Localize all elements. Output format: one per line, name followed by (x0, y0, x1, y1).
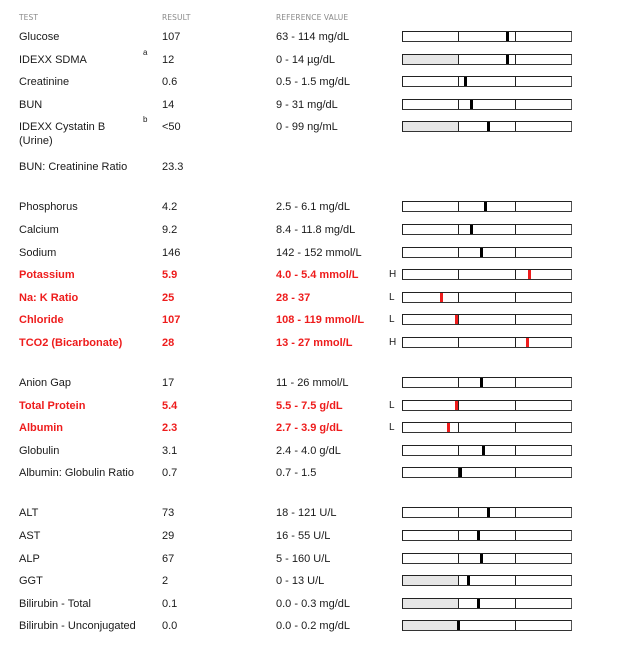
reference-range: 142 - 152 mmol/L (276, 246, 362, 259)
range-divider (515, 55, 516, 64)
reference-range: 5.5 - 7.5 g/dL (276, 399, 343, 412)
test-name: BUN: Creatinine Ratio (19, 161, 128, 174)
test-name: Globulin (19, 444, 60, 457)
results-table (0, 30, 617, 659)
below-range-shading (403, 55, 459, 64)
result-value: 2 (162, 575, 169, 588)
test-name: BUN (19, 98, 43, 111)
result-value: 29 (162, 529, 175, 542)
result-value: 5.4 (162, 399, 178, 412)
range-bar (402, 422, 572, 433)
range-divider (515, 315, 516, 324)
result-value: 12 (162, 53, 175, 66)
result-marker (487, 122, 490, 131)
reference-range: 0.0 - 0.3 mg/dL (276, 597, 350, 610)
range-divider (515, 401, 516, 410)
range-divider (515, 599, 516, 608)
result-marker (480, 554, 483, 563)
below-range-shading (403, 621, 459, 630)
reference-range: 2.7 - 3.9 g/dL (276, 422, 343, 435)
result-value: 5.9 (162, 269, 178, 282)
range-divider (515, 293, 516, 302)
range-bar (402, 575, 572, 586)
table-row (0, 75, 617, 98)
header-reference: REFERENCE VALUE (276, 13, 349, 22)
test-name: IDEXX Cystatin B (Urine) (19, 121, 106, 148)
table-row (0, 47, 617, 76)
table-row (0, 619, 617, 659)
result-value: 0.6 (162, 76, 178, 89)
table-row (0, 223, 617, 246)
range-divider (515, 423, 516, 432)
reference-range: 0 - 99 ng/mL (276, 121, 338, 134)
reference-range: 0.7 - 1.5 (276, 467, 317, 480)
range-bar (402, 337, 572, 348)
test-name: Creatinine (19, 76, 70, 89)
result-marker (480, 248, 483, 257)
range-divider (515, 77, 516, 86)
range-divider (515, 378, 516, 387)
result-marker (484, 202, 487, 211)
range-bar (402, 247, 572, 258)
range-divider (515, 202, 516, 211)
test-name: Sodium (19, 246, 57, 259)
range-divider (515, 508, 516, 517)
result-marker (447, 423, 450, 432)
range-divider (458, 315, 459, 324)
range-divider (458, 554, 459, 563)
footnote-marker: b (143, 115, 148, 125)
range-bar (402, 269, 572, 280)
range-bar (402, 507, 572, 518)
result-marker (455, 401, 458, 410)
table-row (0, 30, 617, 53)
range-bar (402, 76, 572, 87)
test-name: Calcium (19, 223, 59, 236)
result-value: 107 (162, 31, 181, 43)
range-bar (402, 292, 572, 303)
result-marker (459, 468, 462, 477)
range-divider (458, 77, 459, 86)
range-divider (458, 225, 459, 234)
range-divider (515, 100, 516, 109)
table-row (0, 336, 617, 376)
test-name: Anion Gap (19, 376, 71, 389)
reference-range: 108 - 119 mmol/L (276, 314, 365, 327)
result-marker (480, 378, 483, 387)
result-value: 4.2 (162, 201, 178, 214)
result-value: 17 (162, 376, 175, 389)
result-marker (477, 599, 480, 608)
range-bar (402, 201, 572, 212)
table-row (0, 246, 617, 269)
range-divider (515, 576, 516, 585)
test-name: Albumin (19, 422, 63, 435)
result-marker (440, 293, 443, 302)
result-marker (455, 315, 458, 324)
test-name: GGT (19, 575, 43, 588)
range-bar (402, 553, 572, 564)
result-marker (526, 338, 529, 347)
range-bar (402, 99, 572, 110)
reference-range: 2.5 - 6.1 mg/dL (276, 201, 350, 214)
below-range-shading (403, 122, 459, 131)
reference-range: 0.0 - 0.2 mg/dL (276, 620, 350, 633)
result-value: 23.3 (162, 161, 184, 174)
range-divider (458, 293, 459, 302)
reference-range: 8.4 - 11.8 mg/dL (276, 223, 356, 236)
reference-range: 13 - 27 mmol/L (276, 336, 353, 349)
reference-range: 18 - 121 U/L (276, 507, 337, 520)
test-name: Potassium (19, 269, 75, 282)
range-bar (402, 598, 572, 609)
range-divider (458, 270, 459, 279)
result-marker (506, 55, 509, 64)
range-bar (402, 530, 572, 541)
low-flag: L (389, 291, 395, 303)
range-divider (515, 446, 516, 455)
reference-range: 11 - 26 mmol/L (276, 376, 349, 389)
test-name: AST (19, 529, 41, 542)
reference-range: 9 - 31 mg/dL (276, 98, 338, 111)
table-row (0, 421, 617, 444)
low-flag: L (389, 422, 395, 434)
reference-range: 0.5 - 1.5 mg/dL (276, 76, 350, 89)
range-divider (515, 248, 516, 257)
test-name: Bilirubin - Unconjugated (19, 620, 136, 633)
range-bar (402, 121, 572, 132)
result-value: 67 (162, 552, 175, 565)
result-marker (470, 225, 473, 234)
reference-range: 5 - 160 U/L (276, 552, 331, 565)
result-marker (506, 32, 509, 41)
result-marker (487, 508, 490, 517)
range-divider (515, 225, 516, 234)
range-divider (458, 100, 459, 109)
result-value: 3.1 (162, 444, 178, 457)
range-divider (458, 599, 459, 608)
result-value: 0.0 (162, 620, 178, 633)
table-row (0, 115, 617, 160)
result-marker (470, 100, 473, 109)
result-marker (477, 531, 480, 540)
test-name: Na: K Ratio (19, 291, 79, 304)
range-divider (458, 32, 459, 41)
table-row (0, 597, 617, 620)
range-bar (402, 54, 572, 65)
range-bar (402, 400, 572, 411)
low-flag: L (389, 314, 395, 326)
table-row (0, 466, 617, 506)
result-marker (528, 270, 531, 279)
low-flag: L (389, 399, 395, 411)
result-value: 25 (162, 291, 175, 304)
reference-range: 4.0 - 5.4 mmol/L (276, 269, 359, 282)
range-divider (458, 202, 459, 211)
result-value: 14 (162, 98, 175, 111)
result-value: 0.7 (162, 467, 178, 480)
table-row (0, 574, 617, 597)
result-marker (457, 621, 460, 630)
test-name: Bilirubin - Total (19, 597, 91, 610)
table-row (0, 313, 617, 336)
reference-range: 0 - 14 µg/dL (276, 53, 335, 66)
table-row (0, 98, 617, 121)
result-value: 107 (162, 314, 181, 327)
range-divider (515, 122, 516, 131)
result-value: 2.3 (162, 422, 178, 435)
footnote-marker: a (143, 47, 148, 57)
range-divider (458, 508, 459, 517)
range-divider (458, 248, 459, 257)
range-divider (515, 270, 516, 279)
result-value: <50 (162, 121, 181, 134)
test-name: Chloride (19, 314, 64, 327)
result-marker (467, 576, 470, 585)
header-result: RESULT (162, 13, 191, 22)
test-name: Phosphorus (19, 201, 78, 214)
below-range-shading (403, 599, 459, 608)
table-row (0, 444, 617, 467)
range-divider (458, 423, 459, 432)
range-divider (515, 468, 516, 477)
result-value: 9.2 (162, 223, 178, 236)
table-row (0, 552, 617, 575)
range-divider (458, 446, 459, 455)
range-bar (402, 314, 572, 325)
range-divider (458, 576, 459, 585)
test-name: Total Protein (19, 399, 86, 412)
result-marker (464, 77, 467, 86)
range-divider (458, 531, 459, 540)
range-divider (458, 122, 459, 131)
range-divider (458, 55, 459, 64)
result-value: 0.1 (162, 597, 178, 610)
below-range-shading (403, 576, 459, 585)
test-name: ALT (19, 507, 39, 520)
range-bar (402, 445, 572, 456)
table-row (0, 529, 617, 552)
test-name: Glucose (19, 31, 60, 43)
reference-range: 63 - 114 mg/dL (276, 31, 350, 43)
range-divider (515, 554, 516, 563)
header-test: TEST (19, 13, 39, 22)
table-row (0, 399, 617, 422)
reference-range: 2.4 - 4.0 g/dL (276, 444, 341, 457)
result-marker (482, 446, 485, 455)
table-row (0, 160, 617, 200)
table-row (0, 291, 617, 314)
table-row (0, 506, 617, 529)
table-row (0, 268, 617, 291)
result-value: 28 (162, 336, 175, 349)
table-row (0, 376, 617, 399)
range-bar (402, 31, 572, 42)
reference-range: 0 - 13 U/L (276, 575, 325, 588)
range-divider (515, 531, 516, 540)
range-divider (458, 378, 459, 387)
range-divider (515, 621, 516, 630)
test-name: TCO2 (Bicarbonate) (19, 336, 123, 349)
test-name: IDEXX SDMA (19, 53, 87, 66)
range-divider (515, 32, 516, 41)
test-name: ALP (19, 552, 40, 565)
range-divider (458, 338, 459, 347)
range-divider (458, 401, 459, 410)
high-flag: H (389, 336, 397, 348)
reference-range: 16 - 55 U/L (276, 529, 331, 542)
range-bar (402, 377, 572, 388)
range-bar (402, 467, 572, 478)
range-bar (402, 620, 572, 631)
range-divider (515, 338, 516, 347)
table-row (0, 200, 617, 223)
result-value: 73 (162, 507, 175, 520)
test-name: Albumin: Globulin Ratio (19, 467, 134, 480)
result-value: 146 (162, 246, 181, 259)
reference-range: 28 - 37 (276, 291, 311, 304)
range-bar (402, 224, 572, 235)
high-flag: H (389, 269, 397, 281)
